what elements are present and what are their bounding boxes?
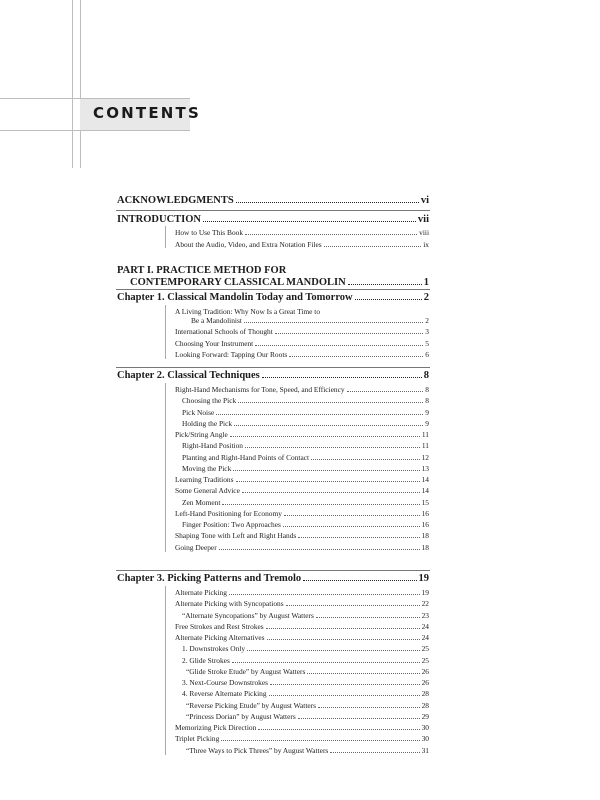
page-number: 26 [421,678,429,687]
toc-entry-label: Moving the Pick [182,463,232,473]
page-number: ix [423,239,429,249]
page-number: 6 [425,349,429,359]
page-number: 9 [425,418,429,428]
dot-leader [324,246,422,247]
toc-entry[interactable] [182,453,429,462]
toc-entry[interactable] [175,723,429,732]
toc-entry-label: 2. Glide Strokes [182,655,230,665]
dot-leader [255,345,423,346]
toc-entry-label: Chapter 3. Picking Patterns and Tremolo [117,573,302,584]
toc-entry[interactable] [182,644,429,653]
toc-acknowledgments[interactable] [117,195,429,206]
chapter-2-heading[interactable] [117,370,429,381]
toc-entry[interactable] [175,486,429,495]
dot-leader [245,234,417,235]
toc-entry-label: ACKNOWLEDGMENTS [117,195,234,206]
dot-leader [238,402,423,403]
toc-entry-label: 1. Downstrokes Only [182,644,246,654]
section-divider [116,210,430,211]
toc-entry-label: Pick Noise [182,407,215,417]
page-number: 2 [425,316,429,325]
section-divider [116,570,430,571]
page-number: 11 [421,441,429,451]
page-number: 12 [421,452,429,462]
toc-entry[interactable] [186,667,429,676]
toc-entry-label: About the Audio, Video, and Extra Notation Files [175,239,322,249]
toc-entry[interactable] [175,430,429,439]
toc-entry[interactable] [182,464,429,473]
toc-entry-label: Zen Moment [182,497,221,507]
toc-entry[interactable] [175,599,429,608]
dot-leader [236,202,419,203]
part-title-line-1: PART I. PRACTICE METHOD FOR [117,265,287,276]
toc-entry-label: Alternate Picking [175,588,227,597]
page-number: 26 [421,666,429,676]
decorative-horizontal-rule-bottom [0,130,190,131]
dot-leader [269,695,420,696]
dot-leader [230,436,420,437]
toc-entry-label: Chapter 2. Classical Techniques [117,370,260,381]
dot-leader [318,707,420,708]
page-number: 28 [421,689,429,699]
page-number: 3 [425,327,429,337]
dot-leader [298,718,420,719]
toc-entry-label: “Glide Stroke Etude” by August Watters [186,666,306,676]
dot-leader [221,740,419,741]
page-number: 8 [425,385,429,394]
dot-leader [233,470,419,471]
dot-leader [262,377,422,378]
toc-entry-label: “Three Ways to Pick Threes” by August Watters [186,745,329,755]
dot-leader [270,684,420,685]
dot-leader [303,580,416,581]
dot-leader [286,605,420,606]
dot-leader [307,673,419,674]
page-number: vii [417,214,429,225]
dot-leader [242,492,420,493]
toc-entry[interactable] [182,441,429,450]
dot-leader [234,425,423,426]
page-number: 22 [421,599,429,609]
toc-entry-label: Choosing Your Instrument [175,338,254,348]
page-number: 23 [421,610,429,620]
toc-entry[interactable] [182,689,429,698]
toc-entry[interactable] [175,327,429,336]
toc-entry[interactable] [175,543,429,552]
dot-leader [219,549,420,550]
page-number: 16 [421,508,429,518]
toc-entry[interactable] [175,531,429,540]
page-number: 2 [423,292,429,303]
section-indent-rule [165,305,166,359]
page-number: 28 [421,700,429,710]
dot-leader [316,617,420,618]
page-number: 24 [421,621,429,631]
toc-entry-label: Alternate Picking Alternatives [175,633,265,642]
section-divider [116,289,430,290]
dot-leader [283,526,420,527]
page-number: viii [419,228,429,237]
page-number: 8 [423,370,429,381]
part-title-line-2[interactable] [130,277,429,288]
toc-entry[interactable] [175,588,429,597]
dot-leader [203,221,416,222]
toc-entry-label: Learning Traditions [175,475,234,484]
page-number: vi [420,195,429,206]
toc-entry[interactable] [175,633,429,642]
toc-entry[interactable] [191,316,429,325]
page-number: 9 [425,407,429,417]
toc-entry-label: Alternate Picking with Syncopations [175,599,284,609]
toc-entry-label: Left-Hand Positioning for Economy [175,508,282,518]
toc-entry[interactable] [175,385,429,394]
toc-entry[interactable] [175,475,429,484]
part-one-heading[interactable] [117,264,286,277]
page-number: 11 [421,430,429,439]
toc-entry[interactable] [175,350,429,359]
page-number: 5 [425,338,429,348]
dot-leader [267,639,420,640]
toc-entry-label: Finger Position: Two Approaches [182,520,281,529]
page-number: 15 [421,497,429,507]
dot-leader [347,391,424,392]
toc-entry-label-line-1[interactable]: A Living Tradition: Why Now Is a Great Time to [175,307,321,316]
dot-leader [284,515,420,516]
toc-entry-label: Be a Mandolinist [191,316,242,325]
page-number: 24 [421,633,429,642]
toc-entry[interactable] [182,520,429,529]
page-number: 30 [421,723,429,732]
page-number: 25 [421,644,429,654]
dot-leader [289,356,423,357]
page-number: 1 [423,277,429,288]
toc-entry-label: Pick/String Angle [175,430,228,439]
section-indent-rule [165,586,166,755]
page-number: 14 [421,486,429,496]
toc-entry[interactable] [186,701,429,710]
page-number: 18 [421,542,429,552]
dot-leader [275,333,424,334]
toc-entry-label: 3. Next-Course Downstrokes [182,678,269,687]
toc-entry[interactable] [175,240,429,249]
toc-entry-label: Shaping Tone with Left and Right Hands [175,531,297,541]
toc-entry-label: Holding the Pick [182,418,233,428]
dot-leader [311,459,420,460]
toc-entry[interactable] [175,228,429,237]
page-number: 31 [421,745,429,755]
toc-entry-label: “Alternate Syncopations” by August Watters [182,610,314,620]
toc-entry-label: “Princess Dorian” by August Watters [186,711,296,721]
toc-entry[interactable] [175,509,429,518]
dot-leader [298,537,419,538]
toc-entry[interactable] [186,746,429,755]
toc-entry-label: How to Use This Book [175,228,244,237]
toc-entry[interactable] [182,396,429,405]
toc-entry[interactable] [182,498,429,507]
dot-leader [266,628,420,629]
toc-entry[interactable] [175,622,429,631]
toc-entry[interactable] [175,734,429,743]
toc-entry-label: Triplet Picking [175,734,220,744]
toc-introduction[interactable] [117,214,429,225]
toc-entry-label: Free Strokes and Rest Strokes [175,621,264,631]
toc-entry-label: Right-Hand Mechanisms for Tone, Speed, and Efficiency [175,385,345,394]
dot-leader [236,481,420,482]
page-number: 30 [421,734,429,744]
decorative-vertical-rule-right [80,0,81,168]
toc-entry-label: INTRODUCTION [117,214,202,225]
toc-entry-label: 4. Reverse Alternate Picking [182,689,267,699]
toc-entry-label: Chapter 1. Classical Mandolin Today and Tomorrow [117,292,353,303]
dot-leader [216,414,423,415]
toc-entry[interactable] [186,712,429,721]
page-number: 8 [425,396,429,406]
page-number: 16 [421,520,429,529]
toc-entry-label: “Reverse Picking Etude” by August Watters [186,700,317,710]
toc-entry[interactable] [182,611,429,620]
page-number: 25 [421,655,429,665]
dot-leader [244,322,423,323]
dot-leader [229,594,420,595]
toc-entry[interactable] [175,339,429,348]
toc-entry[interactable] [182,408,429,417]
page-number: 19 [418,573,429,584]
toc-entry-label: CONTEMPORARY CLASSICAL MANDOLIN [130,277,346,288]
dot-leader [348,284,422,285]
toc-entry-label: Going Deeper [175,542,217,552]
page-number: 18 [421,531,429,541]
page-number: 14 [421,475,429,484]
dot-leader [222,504,419,505]
dot-leader [330,752,419,753]
dot-leader [355,299,422,300]
chapter-3-heading[interactable] [117,573,429,584]
page-number: 29 [421,711,429,721]
section-divider [116,367,430,368]
toc-entry-label: Choosing the Pick [182,396,237,406]
toc-entry-label: Some General Advice [175,486,240,496]
toc-entry[interactable] [182,656,429,665]
chapter-1-heading[interactable] [117,292,429,303]
dot-leader [232,662,420,663]
toc-entry-label: Looking Forward: Tapping Our Roots [175,349,288,359]
section-indent-rule [165,383,166,552]
dot-leader [245,447,420,448]
toc-entry-label: Planting and Right-Hand Points of Contact [182,452,310,462]
page-number: 13 [421,463,429,473]
dot-leader [258,729,419,730]
section-indent-rule [165,226,166,248]
page-number: 19 [421,588,429,597]
toc-entry-label: International Schools of Thought [175,327,273,337]
toc-entry[interactable] [182,419,429,428]
page-title: CONTENTS [93,104,201,122]
toc-entry[interactable] [182,678,429,687]
toc-entry-label: Memorizing Pick Direction [175,723,257,732]
decorative-vertical-rule-left [72,0,73,168]
dot-leader [247,650,420,651]
toc-entry-label: Right-Hand Position [182,441,243,451]
decorative-horizontal-rule-top [0,98,190,99]
